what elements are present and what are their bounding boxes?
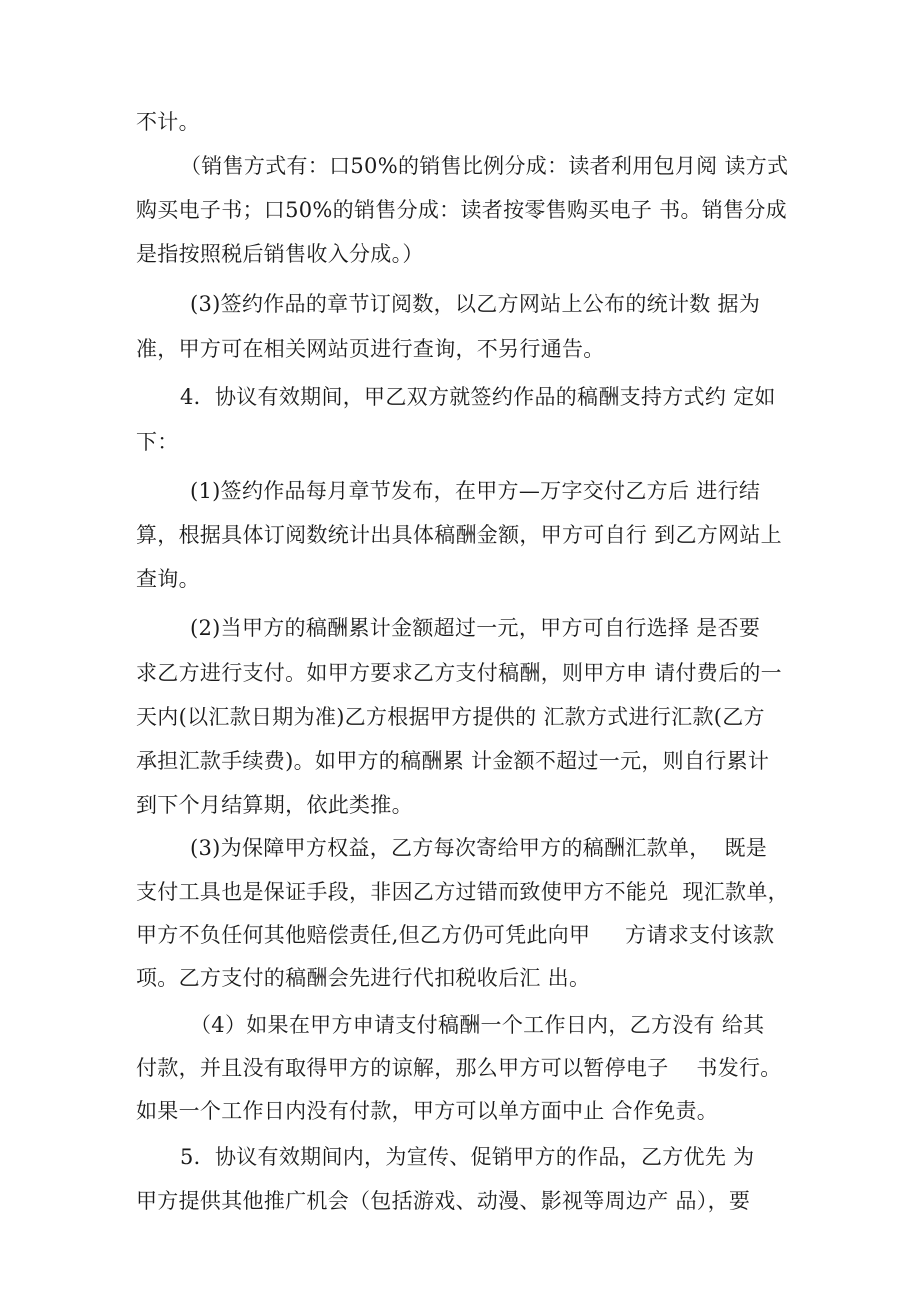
text-line: 购买电子书；口50%的销售分成：读者按零售购买电子 书。销售分成: [136, 198, 787, 222]
text-line: 如果一个工作日内没有付款，甲方可以单方面中止 合作免责。: [136, 1099, 719, 1123]
text-line: 甲方不负任何其他赔偿责任,但乙方仍可凭此向甲 方请求支付该款: [136, 923, 775, 947]
text-line: 求乙方进行支付。如甲方要求乙方支付稿酬，则甲方申 请付费后的一: [136, 661, 782, 685]
text-line: (1)签约作品每月章节发布，在甲方—万字交付乙方后 进行结: [190, 479, 761, 503]
text-line: 下：: [136, 430, 179, 454]
text-line: 5．协议有效期间内，为宣传、促销甲方的作品，乙方优先 为: [180, 1145, 755, 1169]
text-line: 支付工具也是保证手段，非因乙方过错而致使甲方不能兑 现汇款单，: [136, 880, 789, 904]
text-line: 是指按照税后销售收入分成。）: [136, 242, 424, 266]
text-line: 付款，并且没有取得甲方的谅解，那么甲方可以暂停电子 书发行。: [136, 1056, 782, 1080]
text-line: （销售方式有：口50%的销售比例分成：读者利用包月阅 读方式: [180, 154, 789, 178]
text-line: 准，甲方可在相关网站页进行查询，不另行通告。: [136, 337, 605, 361]
text-line: 不计。: [136, 110, 200, 134]
text-line: (3)为保障甲方权益，乙方每次寄给甲方的稿酬汇款单， 既是: [190, 836, 768, 860]
text-line: 到下个月结算期，依此类推。: [136, 793, 413, 817]
text-line: 查询。: [136, 567, 200, 591]
text-line: (2)当甲方的稿酬累计金额超过一元，甲方可自行选择 是否要: [190, 616, 761, 640]
text-line: 项。乙方支付的稿酬会先进行代扣税收后汇 出。: [136, 966, 591, 990]
text-line: 天内(以汇款日期为准)乙方根据甲方提供的 汇款方式进行汇款(乙方: [136, 705, 765, 729]
text-line: 承担汇款手续费)。如甲方的稿酬累 计金额不超过一元，则自行累计: [136, 749, 770, 773]
text-line: (3)签约作品的章节订阅数，以乙方网站上公布的统计数 据为: [190, 292, 761, 316]
text-line: 甲方提供其他推广机会（包括游戏、动漫、影视等周边产 品），要: [136, 1189, 751, 1213]
text-line: 算，根据具体订阅数统计出具体稿酬金额，甲方可自行 到乙方网站上: [136, 523, 782, 547]
text-line: （4）如果在甲方申请支付稿酬一个工作日内，乙方没有 给其: [190, 1013, 765, 1037]
text-line: 4．协议有效期间，甲乙双方就签约作品的稿酬支持方式约 定如: [180, 385, 776, 409]
